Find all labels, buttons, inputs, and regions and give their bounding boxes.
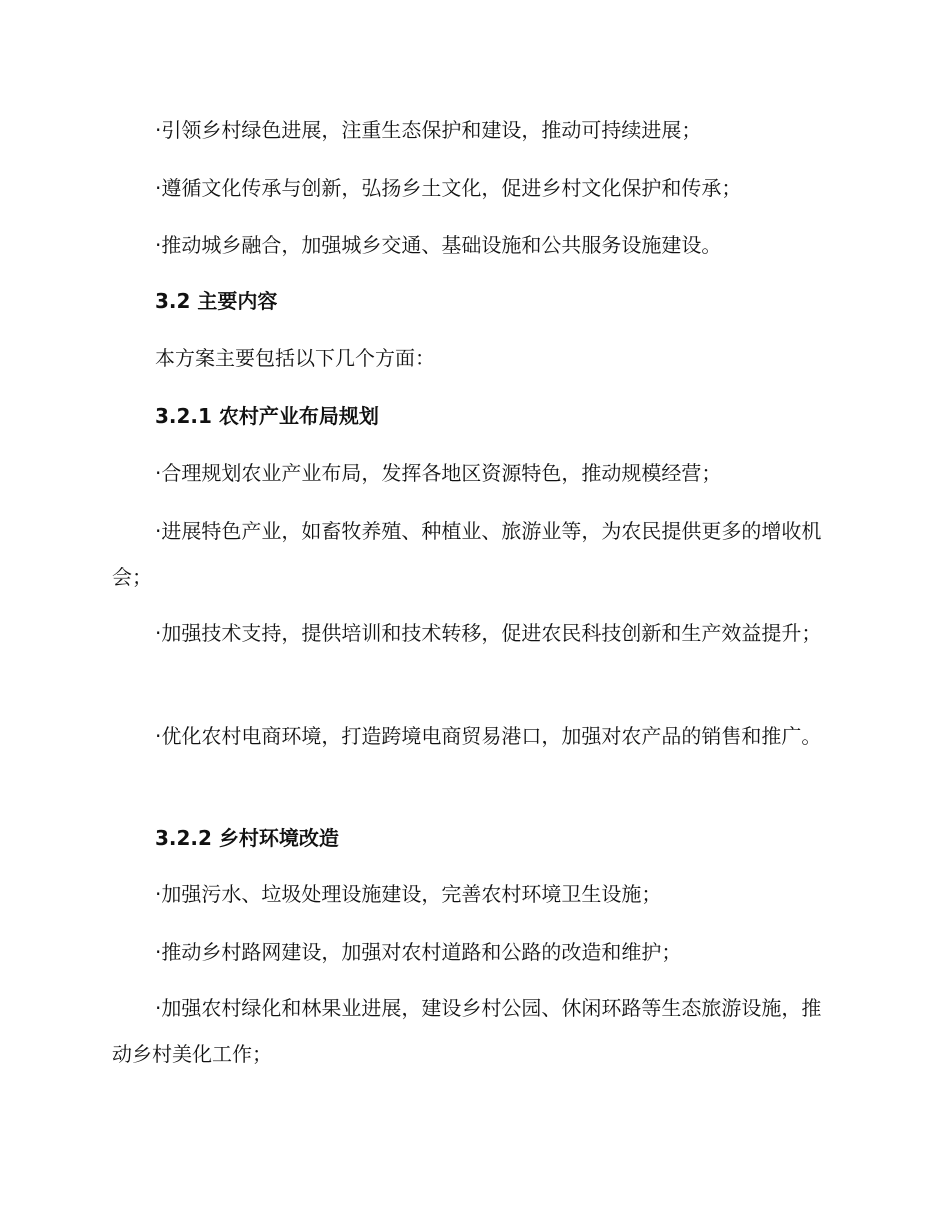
bullet-item: ·优化农村电商环境，打造跨境电商贸易港口，加强对农产品的销售和推广。: [155, 724, 822, 748]
bullet-item: ·加强技术支持，提供培训和技术转移，促进农民科技创新和生产效益提升；: [155, 621, 822, 645]
bullet-item: ·加强污水、垃圾处理设施建设，完善农村环境卫生设施；: [155, 882, 662, 906]
bullet-item: ·推动乡村路网建设，加强对农村道路和公路的改造和维护；: [155, 940, 682, 964]
bullet-item: ·推动城乡融合，加强城乡交通、基础设施和公共服务设施建设。: [155, 233, 722, 257]
bullet-item: ·进展特色产业，如畜牧养殖、种植业、旅游业等，为农民提供更多的增收机会；: [112, 519, 822, 589]
subsection-heading: 3.2.2 乡村环境改造: [155, 826, 339, 850]
section-heading: 3.2 主要内容: [155, 289, 278, 313]
bullet-item: ·遵循文化传承与创新，弘扬乡土文化，促进乡村文化保护和传承；: [155, 176, 742, 200]
bullet-item: ·合理规划农业产业布局，发挥各地区资源特色，推动规模经营；: [155, 461, 722, 485]
subsection-heading: 3.2.1 农村产业布局规划: [155, 404, 379, 428]
paragraph: 本方案主要包括以下几个方面：: [155, 346, 435, 370]
bullet-item: ·加强农村绿化和林果业进展，建设乡村公园、休闲环路等生态旅游设施，推动乡村美化工作；: [112, 996, 822, 1066]
bullet-item: ·引领乡村绿色进展，注重生态保护和建设，推动可持续进展；: [155, 118, 702, 142]
